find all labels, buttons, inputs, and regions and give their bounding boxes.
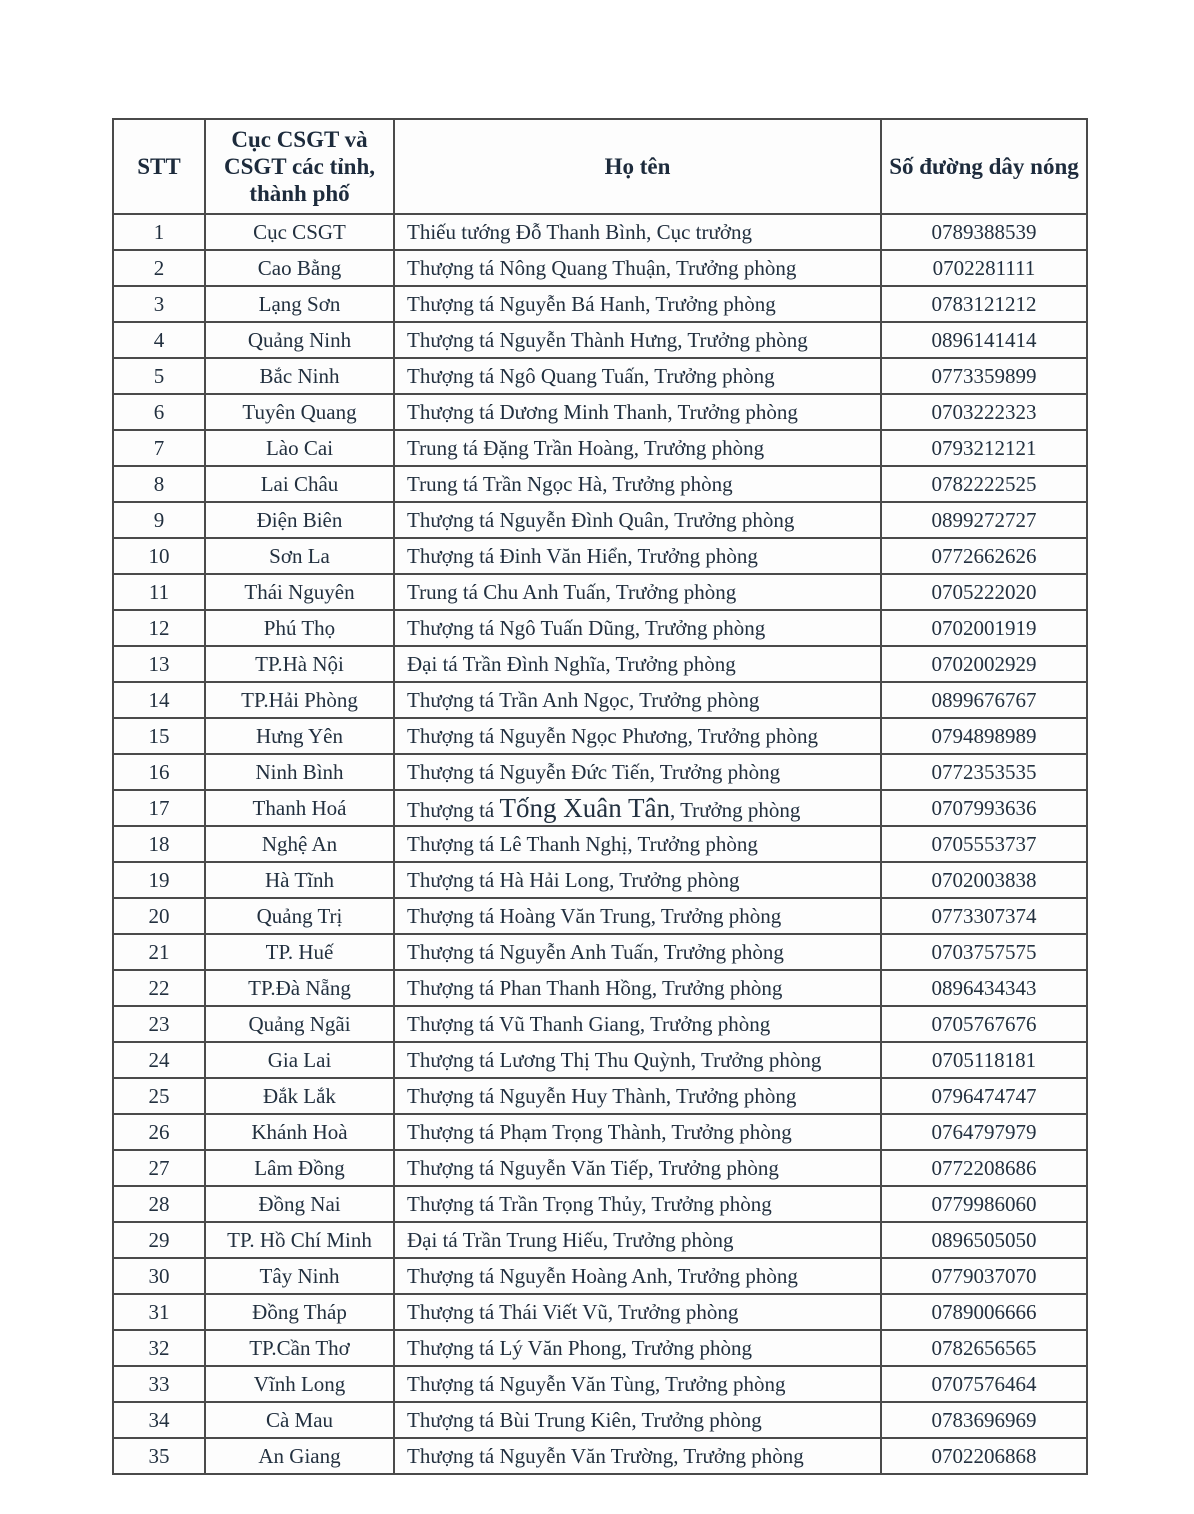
stt-cell: 16 (113, 754, 205, 790)
stt-cell: 32 (113, 1330, 205, 1366)
hotline-cell: 0705222020 (881, 574, 1087, 610)
hotline-cell: 0782656565 (881, 1330, 1087, 1366)
hotline-cell: 0705553737 (881, 826, 1087, 862)
hotline-cell: 0789006666 (881, 1294, 1087, 1330)
table-row (113, 754, 1087, 790)
unit-cell: Quảng Ninh (205, 322, 394, 358)
hotline-cell: 0702206868 (881, 1438, 1087, 1474)
header-unit: Cục CSGT và CSGT các tỉnh, thành phố (205, 119, 394, 214)
table-row (113, 1042, 1087, 1078)
name-cell: Thượng tá Trần Anh Ngọc, Trưởng phòng (394, 682, 881, 718)
hotline-cell: 0702001919 (881, 610, 1087, 646)
name-cell: Thượng tá Tống Xuân Tân, Trưởng phòng (394, 790, 881, 826)
table-row (113, 574, 1087, 610)
hotline-cell: 0773359899 (881, 358, 1087, 394)
name-cell: Thượng tá Vũ Thanh Giang, Trưởng phòng (394, 1006, 881, 1042)
name-cell: Thượng tá Nguyễn Hoàng Anh, Trưởng phòng (394, 1258, 881, 1294)
name-cell: Thượng tá Nguyễn Ngọc Phương, Trưởng phòng (394, 718, 881, 754)
name-cell: Thượng tá Nguyễn Thành Hưng, Trưởng phòng (394, 322, 881, 358)
stt-cell: 28 (113, 1186, 205, 1222)
stt-cell: 35 (113, 1438, 205, 1474)
name-cell: Thượng tá Hoàng Văn Trung, Trưởng phòng (394, 898, 881, 934)
stt-cell: 15 (113, 718, 205, 754)
hotline-cell: 0772353535 (881, 754, 1087, 790)
name-cell: Thượng tá Nông Quang Thuận, Trưởng phòng (394, 250, 881, 286)
hotline-cell: 0899272727 (881, 502, 1087, 538)
stt-cell: 1 (113, 214, 205, 250)
stt-cell: 11 (113, 574, 205, 610)
unit-cell: Thanh Hoá (205, 790, 394, 826)
table-row (113, 1258, 1087, 1294)
hotline-cell: 0705767676 (881, 1006, 1087, 1042)
table-row (113, 898, 1087, 934)
header-stt: STT (113, 119, 205, 214)
name-cell: Thượng tá Lê Thanh Nghị, Trưởng phòng (394, 826, 881, 862)
hotline-cell: 0779986060 (881, 1186, 1087, 1222)
name-cell: Thượng tá Phan Thanh Hồng, Trưởng phòng (394, 970, 881, 1006)
stt-cell: 31 (113, 1294, 205, 1330)
name-cell: Thượng tá Dương Minh Thanh, Trưởng phòng (394, 394, 881, 430)
unit-cell: Cao Bằng (205, 250, 394, 286)
table-row (113, 718, 1087, 754)
unit-cell: Ninh Bình (205, 754, 394, 790)
hotline-cell: 0703757575 (881, 934, 1087, 970)
hotline-cell: 0896434343 (881, 970, 1087, 1006)
table-row (113, 826, 1087, 862)
stt-cell: 2 (113, 250, 205, 286)
table-row (113, 1006, 1087, 1042)
name-cell: Đại tá Trần Đình Nghĩa, Trưởng phòng (394, 646, 881, 682)
unit-cell: Bắc Ninh (205, 358, 394, 394)
table-row (113, 502, 1087, 538)
stt-cell: 34 (113, 1402, 205, 1438)
hotline-cell: 0783121212 (881, 286, 1087, 322)
name-cell: Thượng tá Ngô Quang Tuấn, Trưởng phòng (394, 358, 881, 394)
name-cell: Thượng tá Lý Văn Phong, Trưởng phòng (394, 1330, 881, 1366)
unit-cell: TP. Hồ Chí Minh (205, 1222, 394, 1258)
unit-cell: Lai Châu (205, 466, 394, 502)
table-row (113, 610, 1087, 646)
name-cell: Trung tá Chu Anh Tuấn, Trưởng phòng (394, 574, 881, 610)
hotline-cell: 0764797979 (881, 1114, 1087, 1150)
name-emphasis: Tống Xuân Tân (499, 792, 670, 823)
unit-cell: Cục CSGT (205, 214, 394, 250)
stt-cell: 26 (113, 1114, 205, 1150)
hotline-cell: 0702002929 (881, 646, 1087, 682)
name-cell: Thượng tá Đinh Văn Hiển, Trưởng phòng (394, 538, 881, 574)
stt-cell: 19 (113, 862, 205, 898)
unit-cell: TP.Hải Phòng (205, 682, 394, 718)
unit-cell: Cà Mau (205, 1402, 394, 1438)
unit-cell: Đồng Nai (205, 1186, 394, 1222)
stt-cell: 17 (113, 790, 205, 826)
name-cell: Thượng tá Hà Hải Long, Trưởng phòng (394, 862, 881, 898)
hotline-cell: 0896505050 (881, 1222, 1087, 1258)
hotline-cell: 0779037070 (881, 1258, 1087, 1294)
table-row (113, 790, 1087, 826)
name-cell: Thượng tá Nguyễn Đức Tiến, Trưởng phòng (394, 754, 881, 790)
name-cell: Thượng tá Nguyễn Văn Tiếp, Trưởng phòng (394, 1150, 881, 1186)
unit-cell: TP.Hà Nội (205, 646, 394, 682)
unit-cell: Quảng Trị (205, 898, 394, 934)
hotline-cell: 0794898989 (881, 718, 1087, 754)
hotline-cell: 0707993636 (881, 790, 1087, 826)
name-cell: Thượng tá Trần Trọng Thủy, Trưởng phòng (394, 1186, 881, 1222)
stt-cell: 13 (113, 646, 205, 682)
hotline-cell: 0707576464 (881, 1366, 1087, 1402)
hotline-cell: 0896141414 (881, 322, 1087, 358)
stt-cell: 33 (113, 1366, 205, 1402)
table-row (113, 394, 1087, 430)
stt-cell: 20 (113, 898, 205, 934)
hotline-cell: 0773307374 (881, 898, 1087, 934)
hotline-cell: 0703222323 (881, 394, 1087, 430)
stt-cell: 5 (113, 358, 205, 394)
unit-cell: Vĩnh Long (205, 1366, 394, 1402)
table-row (113, 1294, 1087, 1330)
table-row (113, 1114, 1087, 1150)
name-cell: Thượng tá Ngô Tuấn Dũng, Trưởng phòng (394, 610, 881, 646)
hotline-cell: 0796474747 (881, 1078, 1087, 1114)
name-cell: Thiếu tướng Đỗ Thanh Bình, Cục trưởng (394, 214, 881, 250)
table-row (113, 214, 1087, 250)
hotline-table (112, 118, 1088, 1475)
unit-cell: Nghệ An (205, 826, 394, 862)
hotline-cell: 0782222525 (881, 466, 1087, 502)
name-cell: Thượng tá Phạm Trọng Thành, Trưởng phòng (394, 1114, 881, 1150)
stt-cell: 27 (113, 1150, 205, 1186)
unit-cell: Lâm Đồng (205, 1150, 394, 1186)
table-row (113, 970, 1087, 1006)
name-cell: Thượng tá Nguyễn Anh Tuấn, Trưởng phòng (394, 934, 881, 970)
table-row (113, 322, 1087, 358)
header-name: Họ tên (394, 119, 881, 214)
unit-cell: Tuyên Quang (205, 394, 394, 430)
table-row (113, 538, 1087, 574)
stt-cell: 22 (113, 970, 205, 1006)
table-header (113, 119, 1087, 214)
name-cell: Trung tá Đặng Trần Hoàng, Trưởng phòng (394, 430, 881, 466)
unit-cell: Đồng Tháp (205, 1294, 394, 1330)
stt-cell: 14 (113, 682, 205, 718)
hotline-cell: 0772662626 (881, 538, 1087, 574)
unit-cell: TP. Huế (205, 934, 394, 970)
stt-cell: 12 (113, 610, 205, 646)
hotline-cell: 0793212121 (881, 430, 1087, 466)
table-row (113, 358, 1087, 394)
table-row (113, 1186, 1087, 1222)
unit-cell: Gia Lai (205, 1042, 394, 1078)
unit-cell: Hưng Yên (205, 718, 394, 754)
unit-cell: Khánh Hoà (205, 1114, 394, 1150)
hotline-cell: 0783696969 (881, 1402, 1087, 1438)
table-row (113, 646, 1087, 682)
name-cell: Thượng tá Nguyễn Bá Hanh, Trưởng phòng (394, 286, 881, 322)
unit-cell: Sơn La (205, 538, 394, 574)
hotline-cell: 0705118181 (881, 1042, 1087, 1078)
stt-cell: 25 (113, 1078, 205, 1114)
stt-cell: 21 (113, 934, 205, 970)
stt-cell: 6 (113, 394, 205, 430)
table-row (113, 862, 1087, 898)
unit-cell: An Giang (205, 1438, 394, 1474)
table-row (113, 1402, 1087, 1438)
name-cell: Thượng tá Nguyễn Văn Tùng, Trưởng phòng (394, 1366, 881, 1402)
unit-cell: TP.Cần Thơ (205, 1330, 394, 1366)
hotline-cell: 0789388539 (881, 214, 1087, 250)
unit-cell: Lạng Sơn (205, 286, 394, 322)
unit-cell: Quảng Ngãi (205, 1006, 394, 1042)
name-cell: Thượng tá Nguyễn Văn Trường, Trưởng phòng (394, 1438, 881, 1474)
name-cell: Trung tá Trần Ngọc Hà, Trưởng phòng (394, 466, 881, 502)
stt-cell: 9 (113, 502, 205, 538)
name-cell: Thượng tá Nguyễn Huy Thành, Trưởng phòng (394, 1078, 881, 1114)
hotline-cell: 0702003838 (881, 862, 1087, 898)
unit-cell: TP.Đà Nẵng (205, 970, 394, 1006)
hotline-cell: 0702281111 (881, 250, 1087, 286)
stt-cell: 10 (113, 538, 205, 574)
stt-cell: 8 (113, 466, 205, 502)
table-row (113, 466, 1087, 502)
table-row (113, 1438, 1087, 1474)
stt-cell: 29 (113, 1222, 205, 1258)
stt-cell: 24 (113, 1042, 205, 1078)
unit-cell: Điện Biên (205, 502, 394, 538)
table-row (113, 1078, 1087, 1114)
table-row (113, 250, 1087, 286)
table-row (113, 682, 1087, 718)
unit-cell: Hà Tĩnh (205, 862, 394, 898)
table-row (113, 934, 1087, 970)
name-cell: Đại tá Trần Trung Hiếu, Trưởng phòng (394, 1222, 881, 1258)
name-cell: Thượng tá Lương Thị Thu Quỳnh, Trưởng phòng (394, 1042, 881, 1078)
table-row (113, 1222, 1087, 1258)
stt-cell: 4 (113, 322, 205, 358)
table-row (113, 1150, 1087, 1186)
stt-cell: 23 (113, 1006, 205, 1042)
stt-cell: 3 (113, 286, 205, 322)
name-cell: Thượng tá Nguyễn Đình Quân, Trưởng phòng (394, 502, 881, 538)
header-row (113, 119, 1087, 214)
table-row (113, 430, 1087, 466)
hotline-cell: 0772208686 (881, 1150, 1087, 1186)
stt-cell: 30 (113, 1258, 205, 1294)
header-hotline: Số đường dây nóng (881, 119, 1087, 214)
table-row (113, 286, 1087, 322)
unit-cell: Thái Nguyên (205, 574, 394, 610)
hotline-document (112, 118, 1086, 1475)
unit-cell: Lào Cai (205, 430, 394, 466)
table-row (113, 1366, 1087, 1402)
unit-cell: Đắk Lắk (205, 1078, 394, 1114)
stt-cell: 18 (113, 826, 205, 862)
unit-cell: Tây Ninh (205, 1258, 394, 1294)
unit-cell: Phú Thọ (205, 610, 394, 646)
name-cell: Thượng tá Thái Viết Vũ, Trưởng phòng (394, 1294, 881, 1330)
name-cell: Thượng tá Bùi Trung Kiên, Trưởng phòng (394, 1402, 881, 1438)
table-row (113, 1330, 1087, 1366)
table-body (113, 214, 1087, 1474)
stt-cell: 7 (113, 430, 205, 466)
hotline-cell: 0899676767 (881, 682, 1087, 718)
